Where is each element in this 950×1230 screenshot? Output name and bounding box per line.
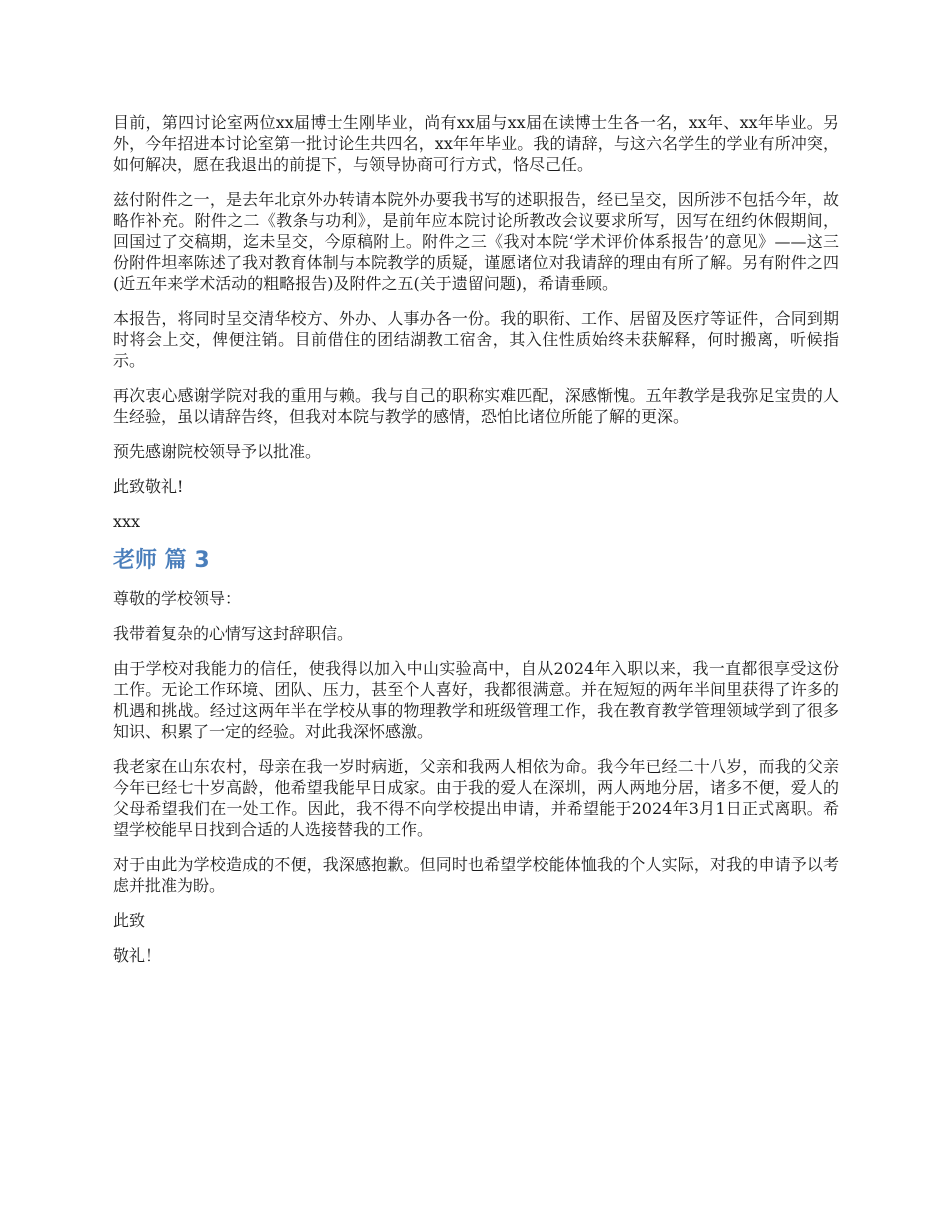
paragraph-family-reason: 我老家在山东农村，母亲在我一岁时病逝，父亲和我两人相依为命。我今年已经二十八岁，而我的父亲今年已经七十岁高龄，他希望我能早日成家。由于我的爱人在深圳，两人两地分居，诸多不便，爱人的父母希望我们在一处工作。因此，我不得不向学校提出申请，并希望能于2024年3月1日正式离职。希望学校能早日找到合适的人选接替我的工作。 bbox=[113, 757, 839, 839]
closing-salute: 敬礼！ bbox=[113, 946, 162, 965]
paragraph-appreciation: 由于学校对我能力的信任，使我得以加入中山实验高中，自从2024年入职以来，我一直都很享受这份工作。无论工作环境、团队、压力，甚至个人喜好，我都很满意。并在短短的两年半间里获得了许多的机遇和挑战。经过这两年半在学校从事的物理教学和班级管理工作，我在教育教学管理领域学到了很多知识、积累了一定的经验。对此我深怀感激。 bbox=[113, 659, 839, 741]
section-heading: 老师 篇 3 bbox=[113, 548, 210, 573]
closing-line: 此致 bbox=[113, 911, 146, 930]
paragraph-gratitude: 再次衷心感谢学院对我的重用与赖。我与自己的职称实难匹配，深感惭愧。五年教学是我弥足宝贵的人生经验，虽以请辞告终，但我对本院与教学的感情，恐怕比诸位所能了解的更深。 bbox=[113, 386, 839, 426]
closing-salutation: 此致敬礼! bbox=[113, 477, 184, 496]
paragraph-report-copies: 本报告，将同时呈交清华校方、外办、人事办各一份。我的职衔、工作、居留及医疗等证件，合同到期时将会上交，俾便注销。目前借住的团结湖教工宿舍，其入住性质始终未获解释，何时搬离，听候指示。 bbox=[113, 309, 839, 370]
greeting: 尊敬的学校领导： bbox=[113, 589, 242, 608]
document-page bbox=[113, 112, 839, 980]
paragraph-apology: 对于由此为学校造成的不便，我深感抱歉。但同时也希望学校能体恤我的个人实际，对我的申请予以考虑并批准为盼。 bbox=[113, 855, 839, 895]
paragraph-thanks-approval: 预先感谢院校领导予以批准。 bbox=[113, 442, 322, 461]
paragraph-thesis-students: 目前，第四讨论室两位xx届博士生刚毕业，尚有xx届与xx届在读博士生各一名，xx年、xx年毕业。另外，今年招进本讨论室第一批讨论生共四名，xx年年毕业。我的请辞，与这六名学生的学业有所冲突，如何解决，愿在我退出的前提下，与领导协商可行方式，恪尽己任。 bbox=[113, 113, 839, 174]
paragraph-intro: 我带着复杂的心情写这封辞职信。 bbox=[113, 624, 354, 643]
signature: xxx bbox=[113, 512, 141, 531]
paragraph-attachments: 兹付附件之一，是去年北京外办转请本院外办要我书写的述职报告，经已呈交，因所涉不包括今年，故略作补充。附件之二《教条与功利》，是前年应本院讨论所教改会议要求所写，因写在纽约休假期间，回国过了交稿期，迄未呈交，今原稿附上。附件之三《我对本院‘学术评价体系报告’的意见》——这三份附件坦率陈述了我对教育体制与本院教学的质疑，谨愿诸位对我请辞的理由有所了解。另有附件之四(近五年来学术活动的粗略报告)及附件之五(关于遗留问题)，希请垂顾。 bbox=[113, 190, 839, 293]
